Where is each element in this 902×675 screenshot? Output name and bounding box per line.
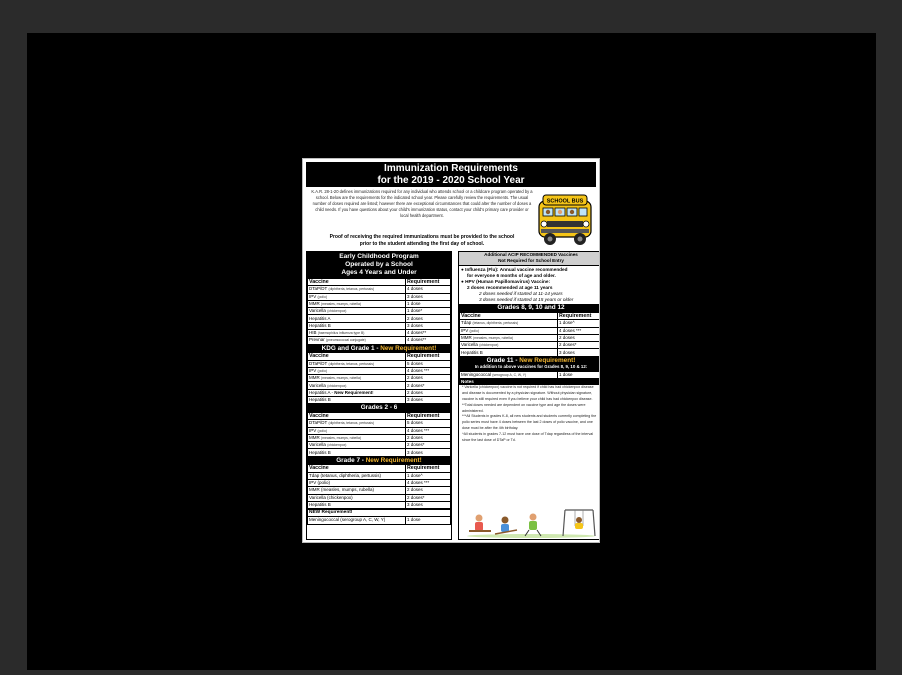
vaccine-name: Hepatitis B <box>308 501 406 508</box>
hpv-note1: 2 doses needed if started at 11-14 years <box>479 291 563 297</box>
requirement-value: 3 doses <box>557 349 600 356</box>
vaccine-desc: (haemophilus influenza type B) <box>317 331 365 336</box>
bullet-icon: ● <box>461 279 466 284</box>
requirement-value: 3 doses <box>405 293 450 300</box>
note-item: ^All students in grades 7-12 must have one dose of Tdap regardless of the interval since the last dose of DTaP or Td. <box>462 432 594 443</box>
vaccine-desc: (polio) <box>317 368 327 373</box>
vaccine-name: Prevnar <box>309 337 325 343</box>
grade7-new-badge: New Requirement! <box>365 456 422 464</box>
requirement-value: 1 dose* <box>405 308 450 315</box>
table-row <box>308 442 451 449</box>
flyer-header <box>306 162 596 187</box>
requirement-value: 3 doses <box>405 501 450 508</box>
table-row <box>308 434 451 441</box>
requirement-value: 1 dose^ <box>557 320 600 327</box>
table-row <box>308 397 451 404</box>
table-row <box>308 487 451 494</box>
kdg-title: KDG and Grade 1 - <box>321 344 381 352</box>
flu-text: Annual vaccine recommended <box>499 266 568 272</box>
intro-paragraph: K.A.R. 28-1-20 defines immunizations required for any individual who attends school or a childcare program operated by a school. Below are the requirements for the indicated school year. Please carefully review the requirements. The usual number of doses required are listed; however there are exceptional circumstances that could alter the number of doses a child needs. If you have questions about your child's immunization status, contact your child's primary care provider or local health department. <box>311 189 533 219</box>
requirement-value: 1 dose <box>405 300 450 307</box>
vaccine-desc: (polio) <box>469 328 479 333</box>
kdg-new-badge: New Requirement! <box>380 344 437 352</box>
requirement-value: 2 doses <box>405 434 450 441</box>
bus-sign-text: SCHOOL BUS <box>546 198 584 205</box>
vaccine-name: Hepatitis B <box>309 449 331 455</box>
early-title2: Operated by a School <box>345 261 413 268</box>
table-header-row <box>460 312 601 319</box>
vaccine-name: Meningococcal <box>461 371 492 377</box>
requirement-value: 4 doses *** <box>405 479 450 486</box>
vaccine-name: IPV <box>309 427 317 433</box>
table-row <box>308 293 451 300</box>
grade7-new-requirement-label: NEW Requirement! <box>307 509 451 516</box>
left-column <box>306 251 452 540</box>
vaccine-desc: (chickenpox) <box>327 443 347 448</box>
table-row <box>308 382 451 389</box>
requirement-value: 4 doses *** <box>405 367 450 374</box>
requirement-value: 1 dose <box>405 517 450 524</box>
table-row <box>308 286 451 293</box>
grade7-title: Grade 7 - <box>336 456 366 464</box>
vaccine-name: MMR <box>309 434 320 440</box>
table-row <box>308 330 451 337</box>
table-row <box>308 322 451 329</box>
requirement-value: 2 doses <box>405 389 450 396</box>
requirement-value: 3 doses <box>405 449 450 456</box>
vaccine-desc: (measles, mumps, rubella) <box>321 435 361 440</box>
col-requirement: Requirement <box>405 279 450 286</box>
hpv-note2: 3 doses needed if started at 15 years or older <box>479 297 574 303</box>
note-item: ***All Students in grades K-8, all new students and students currently completing the polio series must have 4 doses between the last 2 doses of polio vaccine, and one dose must be after the 4th birthday. <box>462 414 597 431</box>
vaccine-name: IPV <box>309 293 317 299</box>
requirement-value: 5 doses <box>405 420 450 427</box>
early-title3: Ages 4 Years and Under <box>341 269 417 276</box>
vaccine-name: Varicella <box>309 308 326 314</box>
vaccine-desc: (pneumococcal conjugate) <box>326 338 366 343</box>
col-vaccine: Vaccine <box>308 412 406 419</box>
grade11-table <box>459 371 600 379</box>
col-vaccine: Vaccine <box>460 312 558 319</box>
acip-title2: Not Required for School Entry <box>498 258 564 264</box>
table-header-row <box>308 465 451 472</box>
vaccine-name: Hepatitis B <box>309 322 331 328</box>
requirement-value: 4 doses** <box>405 337 450 344</box>
acip-header <box>459 252 600 266</box>
vaccine-desc: (diphtheria, tetanus, pertussis) <box>328 421 375 426</box>
early-childhood-header <box>307 252 451 278</box>
vaccine-name: MMR <box>309 300 320 306</box>
vaccine-name: MMR <box>461 334 472 340</box>
table-header-row <box>308 279 451 286</box>
vaccine-name: HIB <box>309 330 317 336</box>
table-row <box>308 501 451 508</box>
vaccine-desc: (chickenpox) <box>479 343 499 348</box>
table-row <box>308 420 451 427</box>
col-requirement: Requirement <box>405 412 450 419</box>
flyer-title-line1: Immunization Requirements <box>384 163 518 174</box>
requirement-value: 4 doses *** <box>405 427 450 434</box>
vaccine-name: MMR (measles, mumps, rubella) <box>308 487 406 494</box>
vaccine-name: DTaP/DT <box>309 286 328 292</box>
vaccine-name: Varicella (chickenpox) <box>308 494 406 501</box>
acip-body <box>459 266 600 305</box>
col-requirement: Requirement <box>405 465 450 472</box>
notes-body <box>459 385 600 444</box>
grade11-header <box>459 357 600 365</box>
table-header-row <box>308 353 451 360</box>
requirement-value: 1 dose^ <box>405 472 450 479</box>
grades8-12-header: Grades 8, 9, 10 and 12 <box>459 304 600 312</box>
table-row <box>460 371 601 378</box>
vaccine-name: IPV (polio) <box>308 479 406 486</box>
vaccine-desc: (polio) <box>317 428 327 433</box>
table-row <box>460 334 601 341</box>
table-row <box>308 517 451 524</box>
grades8-12-table <box>459 312 600 357</box>
playground-illustration <box>465 508 598 538</box>
requirement-value: 2 doses <box>405 315 450 322</box>
table-row <box>308 367 451 374</box>
early-childhood-table <box>307 278 451 345</box>
vaccine-desc: (serogroup A, C, W, Y) <box>492 372 527 377</box>
table-row <box>308 375 451 382</box>
grades2-6-header: Grades 2 - 6 <box>307 404 451 412</box>
vaccine-name: Hepatitis A <box>309 315 331 321</box>
vaccine-name: Tdap <box>461 320 472 326</box>
grade11-title: Grade 11 - <box>486 356 520 364</box>
requirement-value: 5 doses <box>405 360 450 367</box>
flu-text2: for everyone 6 months of age and older. <box>467 272 556 278</box>
right-column <box>458 251 600 540</box>
vaccine-name: Hepatitis B <box>461 349 483 355</box>
vaccine-name: Varicella <box>461 342 478 348</box>
table-row <box>308 427 451 434</box>
flyer-title-line2: for the 2019 - 2020 School Year <box>377 175 525 186</box>
immunization-flyer <box>302 158 600 543</box>
table-row <box>308 494 451 501</box>
vaccine-name: Varicella <box>309 442 326 448</box>
table-row <box>308 337 451 344</box>
requirement-value: 4 doses** <box>405 330 450 337</box>
table-row <box>460 349 601 356</box>
vaccine-name: IPV <box>461 327 469 333</box>
vaccine-desc: (measles, mumps, rubella) <box>321 376 361 381</box>
requirement-value: 2 doses <box>405 375 450 382</box>
table-row <box>308 389 451 396</box>
table-header-row <box>308 412 451 419</box>
vaccine-desc: (measles, mumps, rubella) <box>473 335 513 340</box>
proof-line1: Proof of receiving the required immunizations must be provided to the school <box>329 234 515 240</box>
vaccine-name: DTaP/DT <box>309 420 328 426</box>
flu-label: Influenza (Flu): <box>465 266 499 272</box>
hpv-label: HPV (Human Papillomavirus) Vaccine: <box>465 279 551 284</box>
vaccine-desc: (measles, mumps, rubella) <box>321 301 361 306</box>
col-vaccine: Vaccine <box>308 465 406 472</box>
hepA-new-label: New Requirement <box>334 389 373 395</box>
requirement-value: 3 doses <box>405 397 450 404</box>
table-row <box>308 479 451 486</box>
vaccine-desc: (diphtheria, tetanus, pertussis) <box>328 361 375 366</box>
vaccine-name: Hepatitis A <box>309 389 331 395</box>
proof-line2: prior to the student attending the first day of school. <box>359 240 485 247</box>
vaccine-name: IPV <box>309 367 317 373</box>
table-row <box>308 472 451 479</box>
vaccine-name: Tdap (tetanus, diphtheria, pertussis) <box>308 472 406 479</box>
requirement-value: 3 doses <box>405 322 450 329</box>
vaccine-desc: (diphtheria, tetanus, pertussis) <box>328 287 375 292</box>
hepA-new-prefix: - <box>330 389 335 395</box>
vaccine-desc: (chickenpox) <box>327 383 347 388</box>
kdg-grade1-header <box>307 345 451 353</box>
table-row <box>460 320 601 327</box>
requirement-value: 2 doses* <box>405 382 450 389</box>
requirement-value: 2 doses* <box>405 494 450 501</box>
requirement-value: 2 doses* <box>405 442 450 449</box>
requirement-value: 2 doses <box>405 487 450 494</box>
grade11-subtitle: In addition to above vaccines for Grades 8, 9, 10 & 12: <box>459 364 600 370</box>
school-bus-illustration <box>535 191 595 249</box>
acip-title1: Additional ACIP RECOMMENDED Vaccines <box>484 252 578 257</box>
table-row <box>308 360 451 367</box>
hepA-new-suffix: ! <box>372 389 374 395</box>
requirement-value: 4 doses *** <box>557 327 600 334</box>
table-row <box>460 342 601 349</box>
table-row <box>308 315 451 322</box>
vaccine-desc: (polio) <box>317 294 327 299</box>
vaccine-name: DTaP/DT <box>309 360 328 366</box>
table-row <box>308 308 451 315</box>
grade7-mening-table <box>307 516 451 524</box>
note-item: **Total doses needed are dependent on vaccine type and age the doses were administered. <box>462 402 586 413</box>
vaccine-name: Hepatitis B <box>309 397 331 403</box>
table-row <box>308 449 451 456</box>
kdg-grade1-table <box>307 352 451 404</box>
vaccine-name: Varicella <box>309 382 326 388</box>
col-requirement: Requirement <box>405 353 450 360</box>
grades2-6-table <box>307 412 451 457</box>
vaccine-name: Meningococcal (serogroup A, C, W, Y) <box>308 517 406 524</box>
col-requirement: Requirement <box>557 312 600 319</box>
bullet-icon: ● <box>461 266 466 272</box>
grade7-header <box>307 457 451 465</box>
vaccine-desc: (tetanus, diphtheria, pertussis) <box>472 321 519 326</box>
vaccine-name: MMR <box>309 375 320 381</box>
vaccine-desc: (chickenpox) <box>327 309 347 314</box>
grade11-new-badge: New Requirement! <box>519 356 576 364</box>
requirement-value: 2 doses* <box>557 342 600 349</box>
early-title1: Early Childhood Program <box>339 253 419 260</box>
table-row <box>460 327 601 334</box>
requirement-value: 4 doses <box>405 286 450 293</box>
requirement-value: 1 dose <box>557 371 600 378</box>
col-vaccine: Vaccine <box>308 353 406 360</box>
col-vaccine: Vaccine <box>308 279 406 286</box>
requirement-value: 2 doses <box>557 334 600 341</box>
grade7-table <box>307 464 451 509</box>
notes-header: Notes <box>459 379 600 385</box>
table-row <box>308 300 451 307</box>
note-item: * Varicella (chickenpox) vaccine is not required if child has had chickenpox disease and disease is documented by a physician signature. Without physician signature, vaccine is still required even if you believe your child has had chickenpox disease. <box>462 384 594 401</box>
hpv-text: 2 doses recommended at age 11 years <box>467 285 553 291</box>
proof-notice <box>311 234 533 247</box>
